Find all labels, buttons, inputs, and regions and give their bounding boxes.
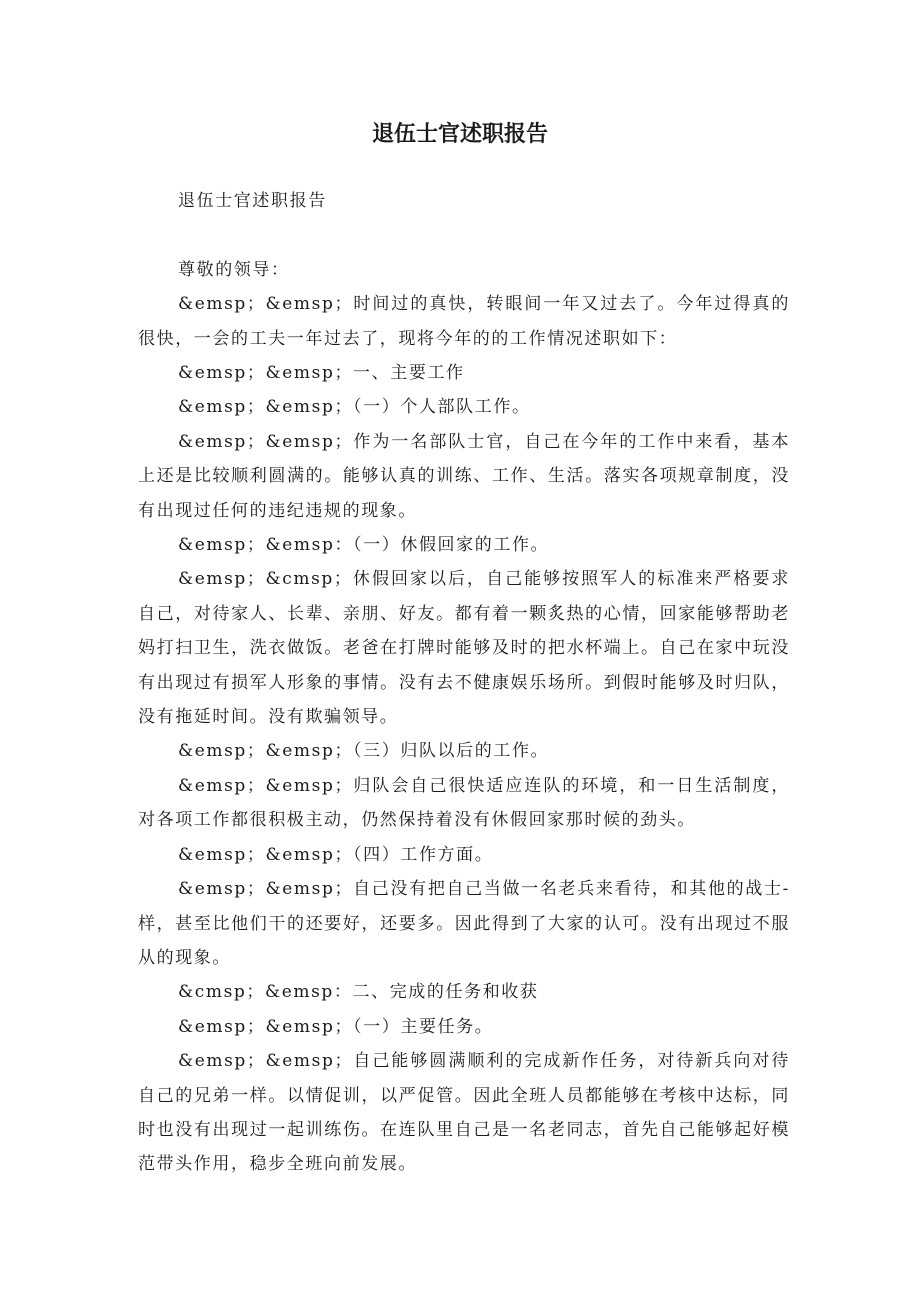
subsection-heading: &emsp；&emsp：（一）休假回家的工作。 [178,535,550,556]
paragraph: &emsp；&cmsp；休假回家以后，自己能够按照军人的标准来严格要求自己，对待家人、长辈、亲朋、好友。都有着一颗炙热的心情，回家能够帮助老妈打扫卫生，洗衣做饭。老爸在打牌时能够及时的把水杯端上。自己在家中玩没有出现过有损军人形象的事情。没有去不健康娱乐场所。到假时能够及时归队，没有拖延时间。没有欺骗领导。 [138,569,790,728]
paragraph: &emsp；&emsp；归队会自己很快适应连队的环境，和一日生活制度，对各项工作都很积极主动，仍然保持着没有休假回家那时候的劲头。 [138,775,790,831]
section-heading: &cmsp；&emsp：二、完成的任务和收获 [178,982,539,1003]
document-title: 退伍士官述职报告 [371,122,548,147]
subsection-heading: &emsp；&emsp；（一）个人部队工作。 [178,397,531,418]
document-body [138,184,790,1182]
subsection-heading: &emsp；&emsp；（三）归队以后的工作。 [178,741,550,762]
subsection-heading: &emsp；&emsp；（一）主要任务。 [178,1016,494,1037]
section-heading: &emsp；&emsp；一、主要工作 [178,363,465,384]
document-subtitle: 退伍士官述职报告 [178,191,327,211]
paragraph: &emsp；&emsp；作为一名部队士官，自己在今年的工作中来看，基本上还是比较顺利圆满的。能够认真的训练、工作、生活。落实各项规章制度，没有出现过任何的违纪违规的现象。 [138,431,790,521]
salutation: 尊敬的领导： [178,259,290,280]
paragraph: &emsp；&emsp；自己没有把自己当做一名老兵来看待，和其他的战士-样，甚至比他们干的还要好，还要多。因此得到了大家的认可。没有出现过不服从的现象。 [138,879,790,968]
subsection-heading: &emsp；&emsp；（四）工作方面。 [178,844,494,865]
paragraph: &emsp；&emsp；自己能够圆满顺利的完成新作任务，对待新兵向对待自己的兄弟一样。以情促训，以严促管。因此全班人员都能够在考核中达标，同时也没有出现过一起训练伤。在连队里自己是一名老同志，首先自己能够起好模范带头作用，稳步全班向前发展。 [138,1051,790,1175]
paragraph: &emsp；&emsp；时间过的真快，转眼间一年又过去了。今年过得真的很快，一会的工夫一年过去了，现将今年的的工作情况述职如下： [138,294,790,349]
